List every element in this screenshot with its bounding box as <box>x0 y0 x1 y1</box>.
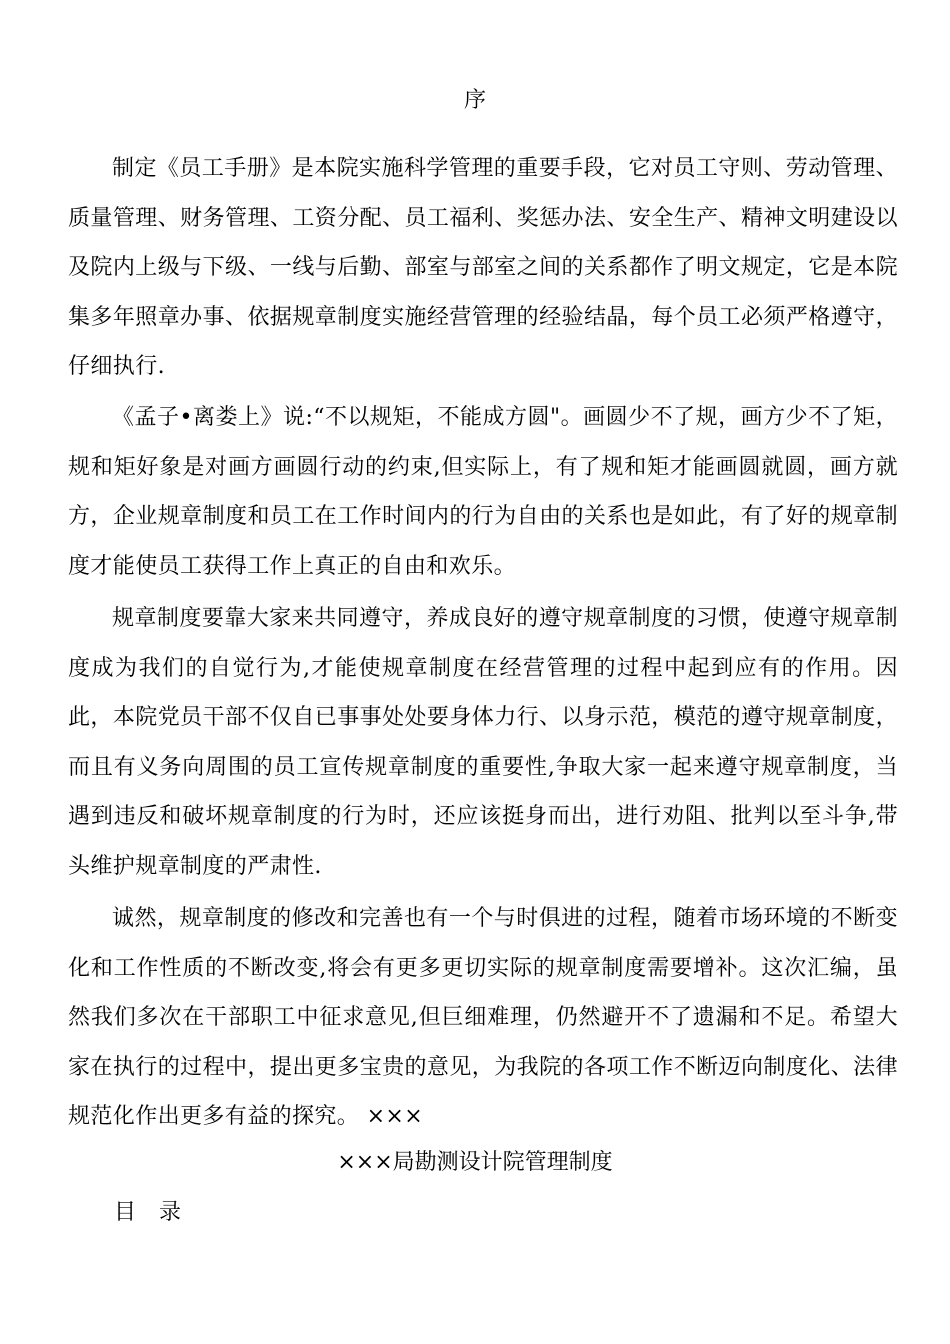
page-title: 序 <box>463 88 486 113</box>
paragraph-1: 制定《员工手册》是本院实施科学管理的重要手段，它对员工守则、劳动管理、质量管理、财务管理、工资分配、员工福利、奖惩办法、安全生产、精神文明建设以及院内上级与下级、一线与后勤、部室与部室之间的关系都作了明文规定，它是本院集多年照章办事、依据规章制度实施经营管理的经验结晶，每个员工必须严格遵守，仔细执行. <box>68 156 898 379</box>
document-subtitle: ×××局勘测设计院管理制度 <box>337 1150 613 1175</box>
paragraph-4: 诚然，规章制度的修改和完善也有一个与时俱进的过程，随着市场环境的不断变化和工作性质的不断改变,将会有更多更切实际的规章制度需要增补。这次汇编，虽然我们多次在干部职工中征求意见,但巨细难理，仍然避开不了遗漏和不足。希望大家在执行的过程中，提出更多宝贵的意见，为我院的各项工作不断迈向制度化、法律规范化作出更多有益的探究。 ××× <box>68 906 898 1129</box>
paragraph-2: 《孟子•离娄上》说:“不以规矩，不能成方圆"。画圆少不了规，画方少不了矩，规和矩好象是对画方画圆行动的约束,但实际上，有了规和矩才能画圆就圆，画方就方，企业规章制度和员工在工作时间内的行为自由的关系也是如此，有了好的规章制度才能使员工获得工作上真正的自由和欢乐。 <box>68 405 898 579</box>
toc-heading: 目 录 <box>114 1200 189 1225</box>
paragraph-3: 规章制度要靠大家来共同遵守，养成良好的遵守规章制度的习惯，使遵守规章制度成为我们的自觉行为,才能使规章制度在经营管理的过程中起到应有的作用。因此，本院党员干部不仅自已事事处处要身体力行、以身示范，模范的遵守规章制度，而且有义务向周围的员工宣传规章制度的重要性,争取大家一起来遵守规章制度，当遇到违反和破坏规章制度的行为时，还应该挺身而出，进行劝阻、批判以至斗争,带头维护规章制度的严肃性. <box>68 606 898 879</box>
